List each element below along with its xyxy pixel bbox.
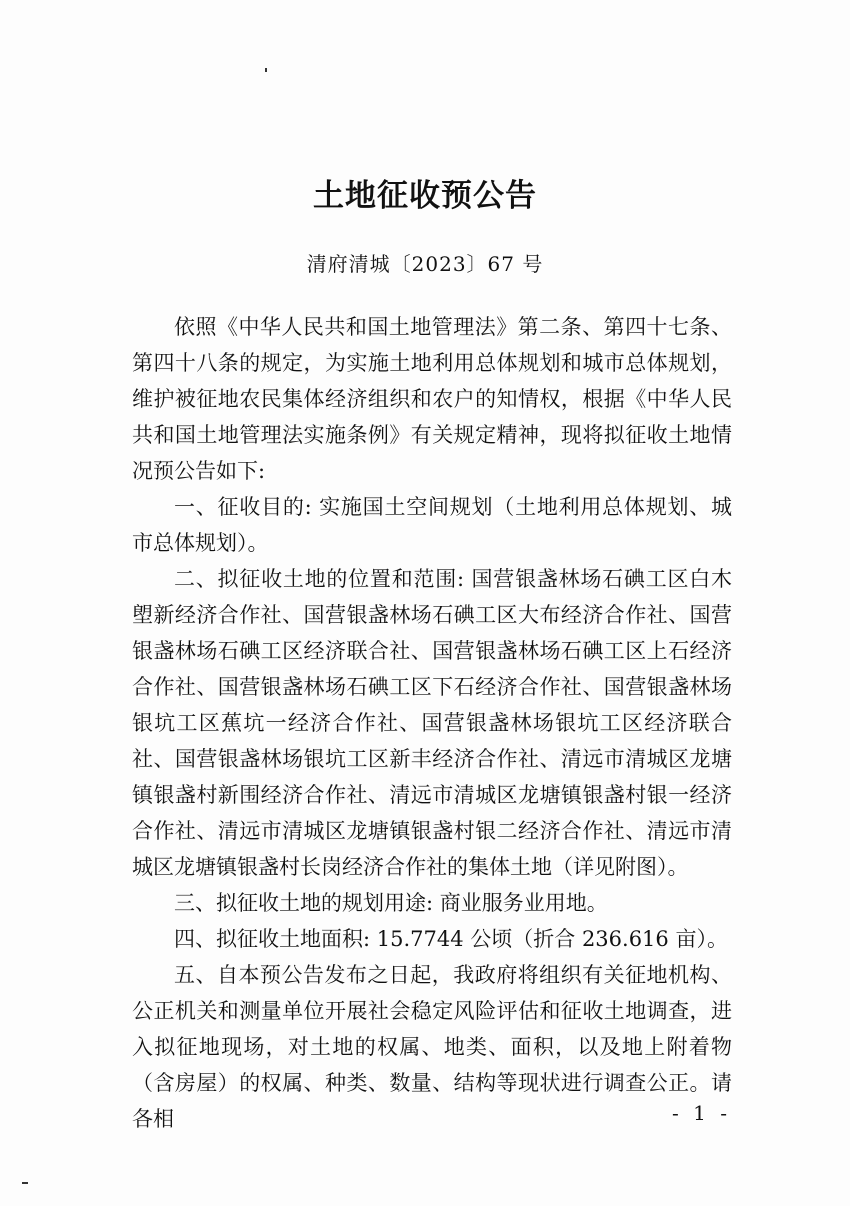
paragraph-location: 二、拟征收土地的位置和范围: 国营银盏林场石碘工区白木塱新经济合作社、国营银盏林场石碘工区大布经济合作社、国营银盏林场石碘工区经济联合社、国营银盏林场石碘工区上石经济合作社、国营银盏林场石碘工区下石经济合作社、国营银盏林场银坑工区蕉坑一经济合作社、国营银盏林场银坑工区经济联合社、国营银盏林场银坑工区新丰经济合作社、清远市清城区龙塘镇银盏村新围经济合作社、清远市清城区龙塘镇银盏村银一经济合作社、清远市清城区龙塘镇银盏村银二经济合作社、清远市清城区龙塘镇银盏村长岗经济合作社的集体土地（详见附图）。 [132,567,732,879]
paragraph-area: 四、拟征收土地面积: 15.7744 公顷（折合 236.616 亩）。 [174,927,728,951]
scan-speck-bottom [22,1182,28,1184]
scan-speck-top [265,68,267,72]
document-body [132,309,732,1137]
paragraph-land-use: 三、拟征收土地的规划用途: 商业服务业用地。 [174,891,608,915]
document-title: 土地征收预公告 [313,178,537,214]
paragraph-purpose: 一、征收目的: 实施国土空间规划（土地利用总体规划、城市总体规划）。 [132,495,732,555]
page-number: - 1 - [672,1101,731,1125]
document-number: 清府清城〔2023〕67 号 [306,252,544,276]
paragraph-survey: 五、自本预公告发布之日起，我政府将组织有关征地机构、公正机关和测量单位开展社会稳定风险评估和征收土地调查，进入拟征地现场，对土地的权属、地类、面积，以及地上附着物（含房屋）的权属、种类、数量、结构等现状进行调查公正。请各相 [132,963,732,1131]
paragraph-intro: 依照《中华人民共和国土地管理法》第二条、第四十七条、第四十八条的规定，为实施土地利用总体规划和城市总体规划，维护被征地农民集体经济组织和农户的知情权，根据《中华人民共和国土地管理法实施条例》有关规定精神，现将拟征收土地情况预公告如下: [132,315,732,483]
